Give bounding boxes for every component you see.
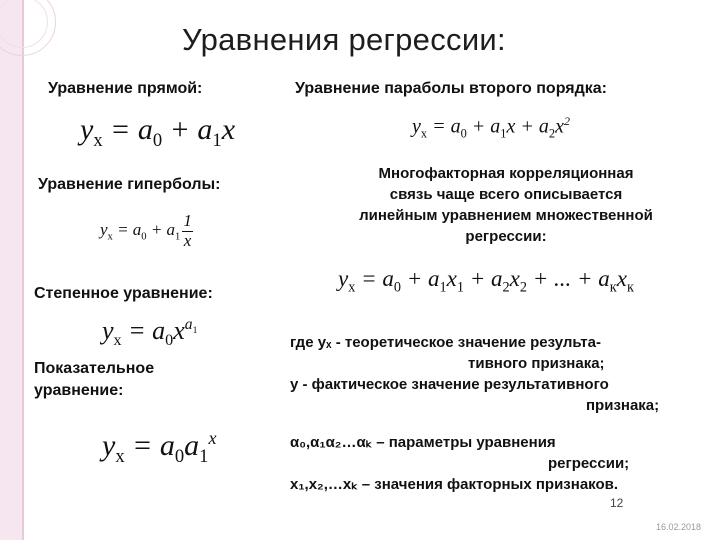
legend-line-6: регрессии; [548,455,630,472]
legend-line-1: где yₓ - теоретическое значение результа- [290,334,601,351]
slide-number: 12 [610,496,624,510]
parabola-label: Уравнение параболы второго порядка: [295,80,607,97]
power-label: Степенное уравнение: [34,285,213,302]
hyperbola-label: Уравнение гиперболы: [38,176,221,193]
linear-formula: $y_x = a_0 + a_1x$ [80,113,236,151]
multifactor-line-4: регрессии: [465,228,547,245]
multifactor-description [326,163,686,247]
legend-line-4: признака; [586,397,660,414]
left-decor-strip [0,0,22,540]
multifactor-line-2: связь чаще всего описывается [389,186,623,203]
legend-line-5: α₀,α₁α₂…αₖ – параметры уравнения [290,434,556,451]
multifactor-line-1: Многофакторная корреляционная [378,165,634,182]
legend-line-2: тивного признака; [468,355,605,372]
exponential-label-line-2: уравнение: [34,382,124,399]
legend-line-3: у - фактическое значение результативного [290,376,609,393]
multifactor-line-3: линейным уравнением множественной [359,207,653,224]
exponential-label-line-1: Показательное [34,360,155,377]
slide-title: Уравнения регрессии: [182,22,506,57]
exponential-formula: $y_x = a_0a_1^x$ [102,428,217,467]
power-formula: $y_x = a_0x^{a_1}$ [102,316,198,350]
hyperbola-formula: $y_x = a_0 + a_1$ $\frac{1}{x}$ [100,211,192,250]
legend-line-7: x₁,x₂,…xₖ – значения факторных признаков. [290,476,619,493]
left-decor-line [22,0,24,540]
multiple-regression-formula: $y_x = a_0 + a_1x_1 + a_2x_2$ + ... + $a_кx_к$ [338,266,634,296]
slide-date: 16.02.2018 [656,522,702,532]
linear-label: Уравнение прямой: [48,80,203,97]
exponential-label [34,358,154,402]
parabola-formula: $y_x = a_0 + a_1x + a_2x^2$ [412,114,570,141]
